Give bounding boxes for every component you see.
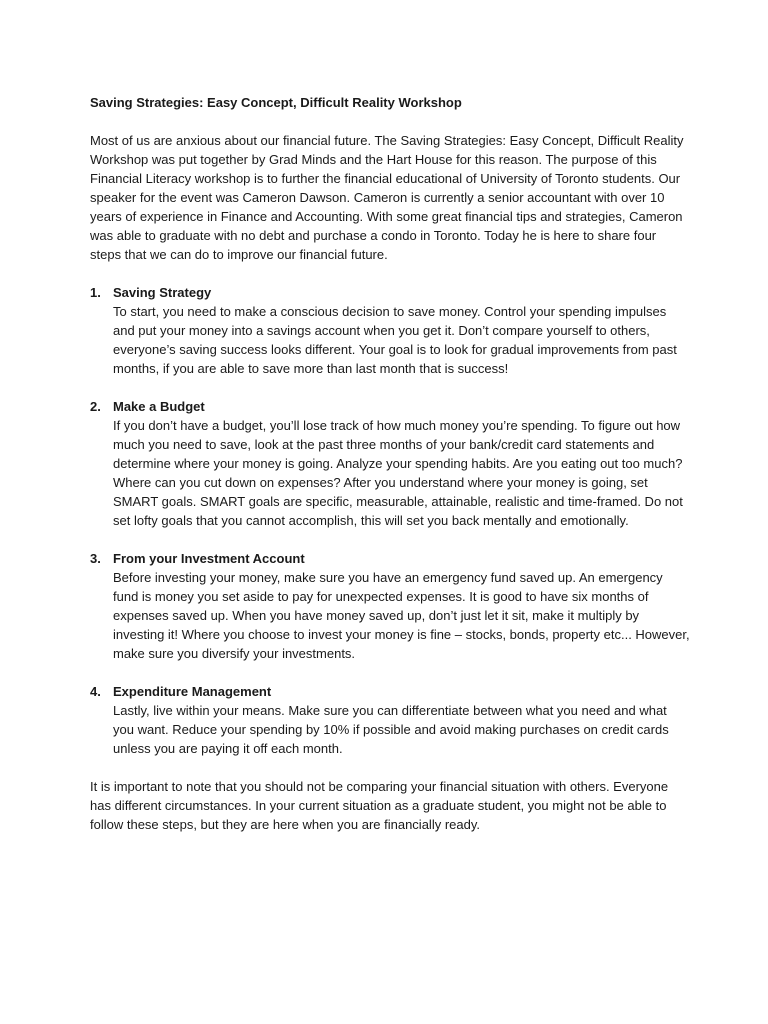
step-body: Lastly, live within your means. Make sure you can differentiate between what you need and what you want. Reduce your spending by 10% if possible and avoid making purchases on credit cards unless you are paying it off each month.	[113, 703, 669, 756]
step-item	[90, 397, 690, 530]
step-heading: Saving Strategy	[113, 285, 212, 300]
step-item	[90, 682, 690, 758]
step-heading: Make a Budget	[113, 399, 205, 414]
step-heading: From your Investment Account	[113, 551, 305, 566]
step-number: 4.	[90, 684, 101, 699]
intro-paragraph: Most of us are anxious about our financial future. The Saving Strategies: Easy Concept, Difficult Reality Workshop was put together by Grad Minds and the Hart House for this reason. The purpose of this Financial Literacy workshop is to further the financial educational of University of Toronto students. Our speaker for the event was Cameron Dawson. Cameron is currently a senior accountant with over 10 years of experience in Finance and Accounting. With some great financial tips and strategies, Cameron was able to graduate with no debt and purchase a condo in Toronto. Today he is here to share four steps that we can do to improve our financial future.	[90, 133, 684, 262]
step-heading: Expenditure Management	[113, 684, 272, 699]
step-number: 2.	[90, 399, 101, 414]
conclusion-paragraph: It is important to note that you should not be comparing your financial situation with others. Everyone has different circumstances. In your current situation as a graduate student, you might not be able to follow these steps, but they are here when you are financially ready.	[90, 779, 669, 832]
steps-list	[90, 283, 690, 758]
step-body: Before investing your money, make sure you have an emergency fund saved up. An emergency fund is money you set aside to pay for unexpected expenses. It is good to have six months of expenses saved up. When you have money saved up, don’t just let it sit, make it multiply by investing it! Where you choose to invest your money is fine – stocks, bonds, property etc... However, make sure you diversify your investments.	[113, 570, 690, 661]
step-number: 1.	[90, 285, 101, 300]
step-body: To start, you need to make a conscious decision to save money. Control your spending impulses and put your money into a savings account when you get it. Don’t compare yourself to others, everyone’s saving success looks different. Your goal is to look for gradual improvements from past months, if you are able to save more than last month that is success!	[113, 304, 677, 376]
step-number: 3.	[90, 551, 101, 566]
step-body: If you don’t have a budget, you’ll lose track of how much money you’re spending. To figure out how much you need to save, look at the past three months of your bank/credit card statements and determine where your money is going. Analyze your spending habits. Are you eating out too much? Where can you cut down on expenses? After you understand where your money is going, set SMART goals. SMART goals are specific, measurable, attainable, realistic and time-framed. Do not set lofty goals that you cannot accomplish, this will set you back mentally and emotionally.	[113, 418, 683, 528]
step-item	[90, 283, 690, 378]
document-title: Saving Strategies: Easy Concept, Difficult Reality Workshop	[90, 95, 462, 110]
step-item	[90, 549, 690, 663]
document-content	[90, 93, 690, 853]
